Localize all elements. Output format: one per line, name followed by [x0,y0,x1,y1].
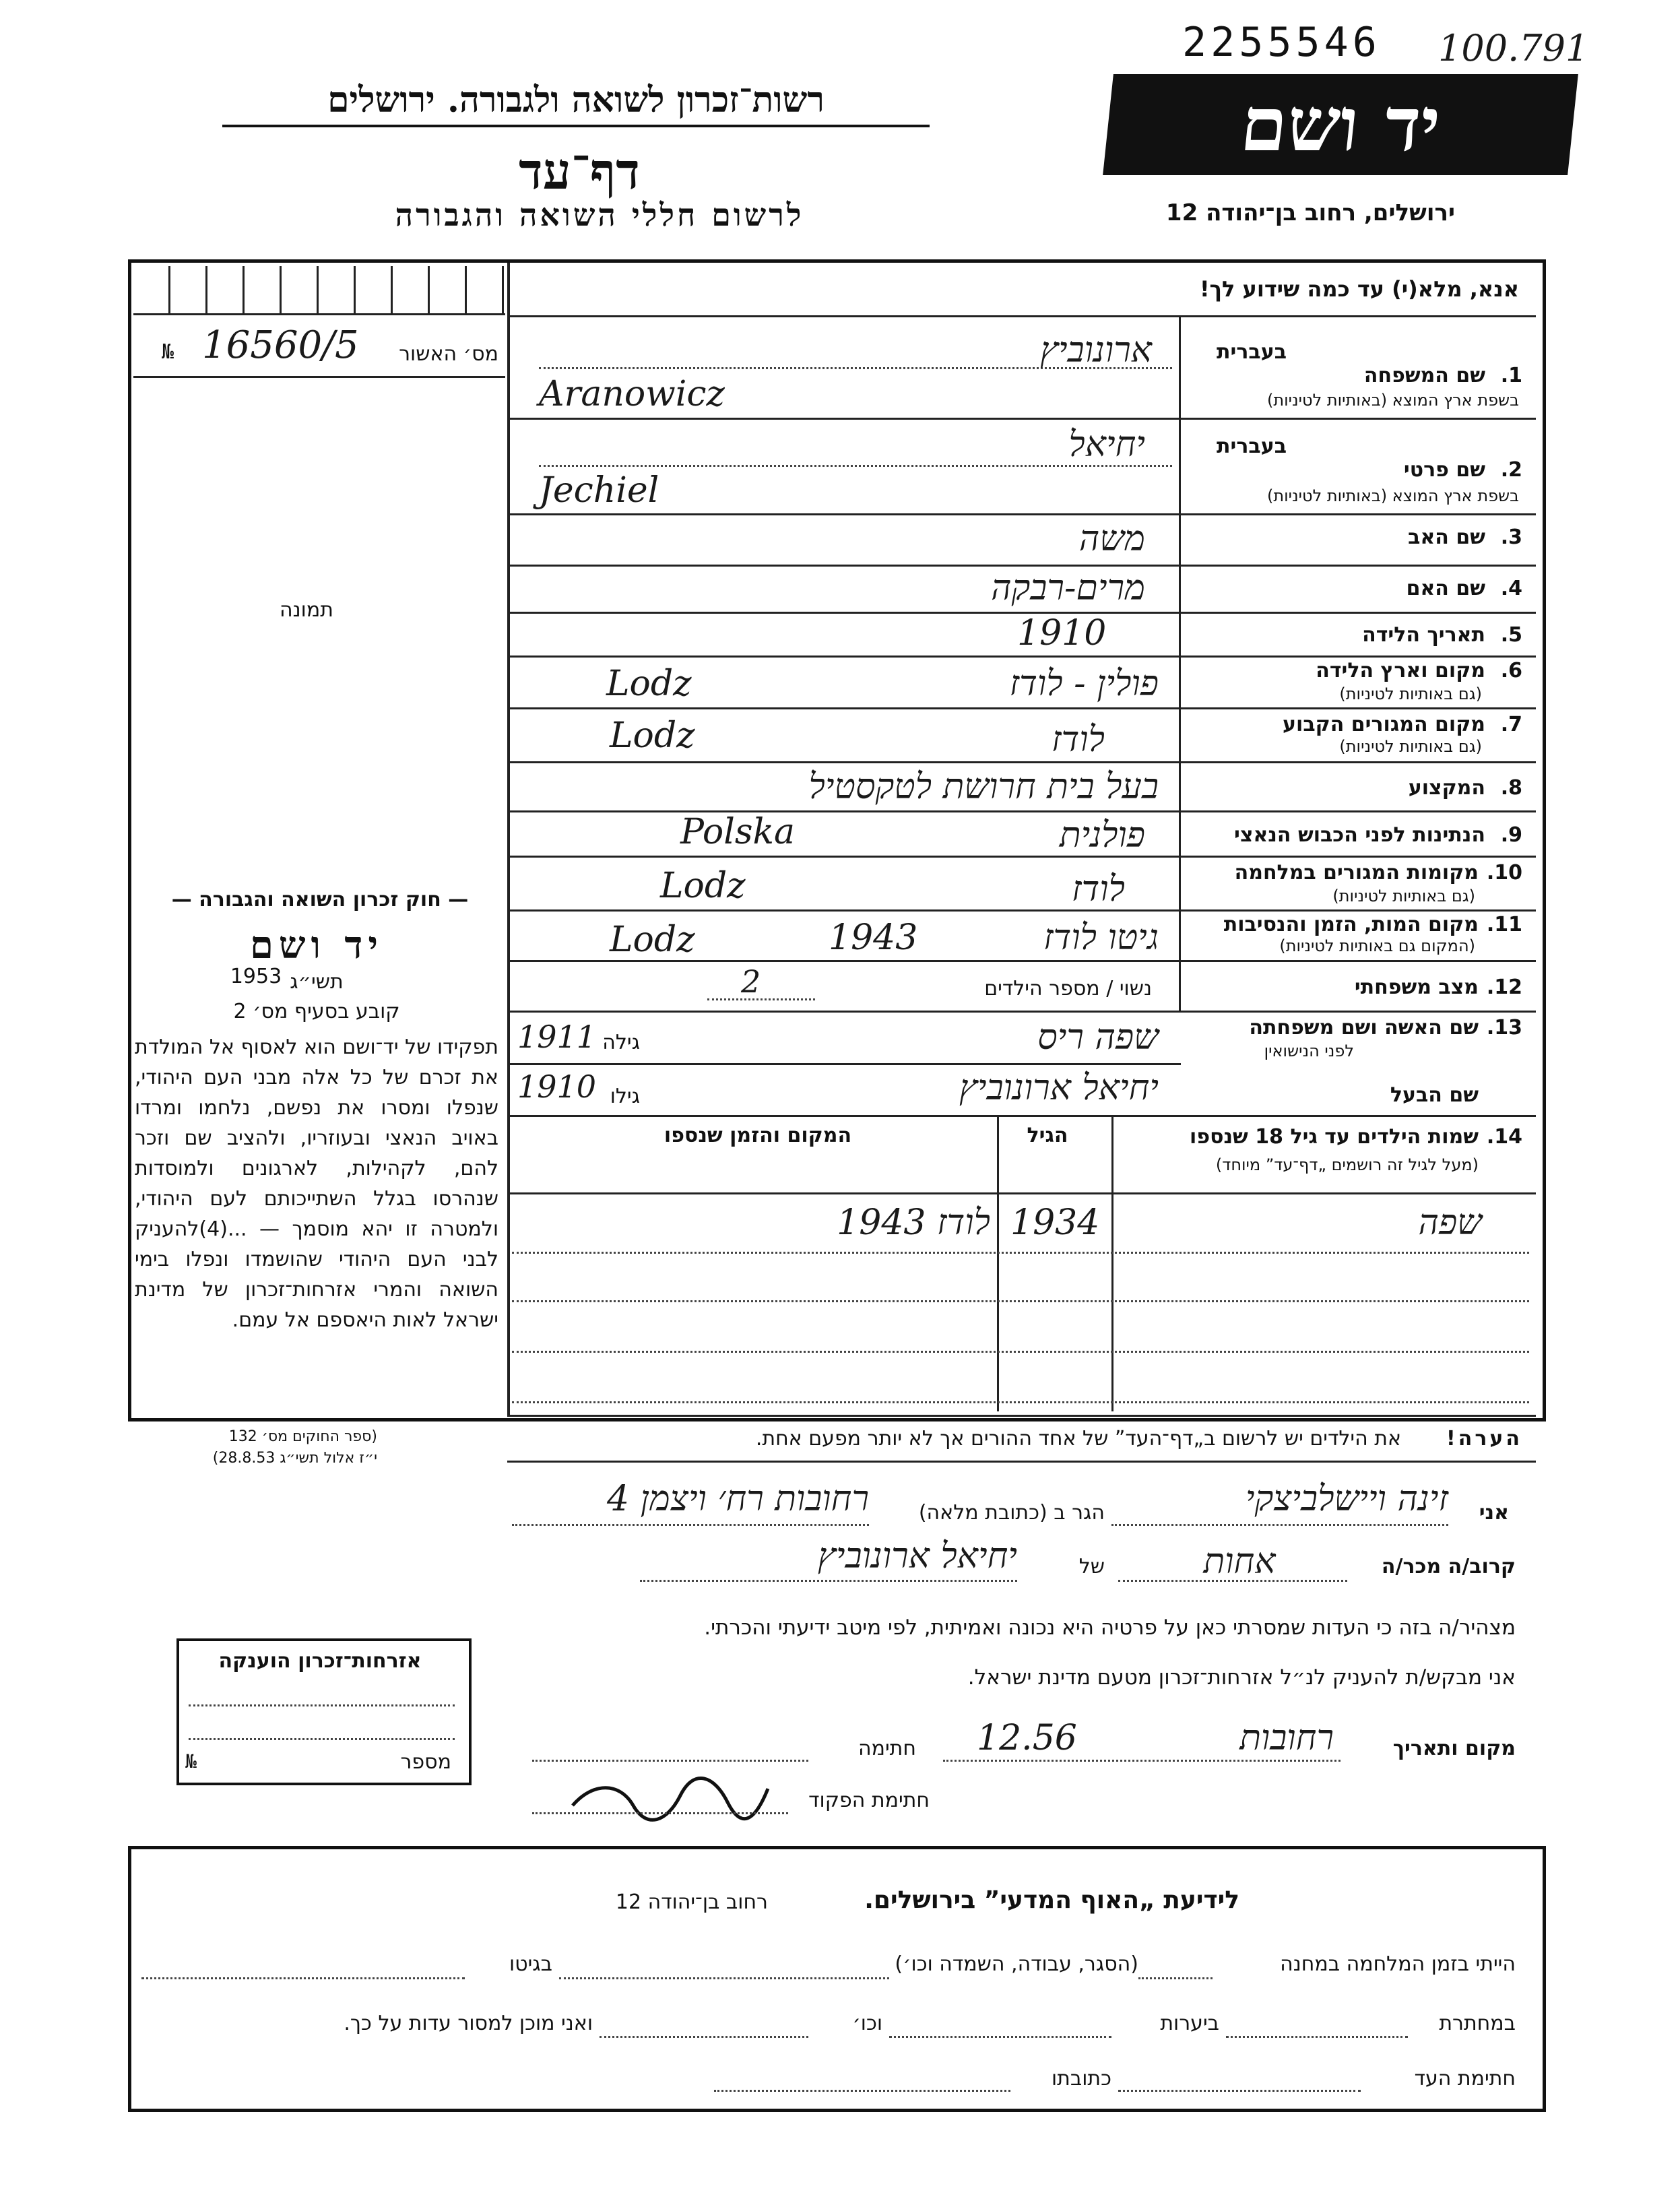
handwritten-reference: 100.791 [1438,27,1589,69]
note-label: הערה! [1446,1427,1522,1450]
field-1-number: 1. [1500,364,1522,387]
child-age: 1934 [1010,1203,1100,1243]
field-12-children-value: 2 [741,963,761,1000]
law-title: — חוק זכרון השואה והגבורה — [171,888,469,912]
husband-birth-year: 1910 [517,1068,597,1105]
law-clause: קובע בסעיף מס׳ 2 [233,1000,400,1023]
citizenship-dotted-2 [189,1738,455,1740]
footer-ready-text: ואני מוכן למסור עדות על כך. [344,2012,593,2035]
footer-address-dotted [714,2090,1010,2092]
field-12-married-label: נשוי / מספר הילדים [984,977,1152,1000]
place-date-dotted [943,1760,1340,1762]
citizenship-number-label: מספר [400,1750,451,1774]
husband-name: יחיאל ארונוביץ [959,1068,1159,1108]
table-row-rule [512,1401,1529,1403]
field-11-value-year: 1943 [829,918,918,958]
declaration-statement: מצהיר/ה בזה כי העדות שמסרתי כאן על פרטיה היא נכונה ואמיתית, לפי מיטב ידיעתי והכרתי. [704,1616,1516,1640]
field-6-value-hebrew: פולין - לודז [1009,664,1159,704]
signature-label: חתימה [858,1737,916,1760]
field-2-sub: בשפת ארץ המוצא (באותיות לטיניות) [1267,486,1519,505]
field-1-sub: בשפת ארץ המוצא (באותיות לטיניות) [1267,391,1519,410]
field-4-label: שם האם [1406,577,1485,600]
citizenship-title: אזרחות־זכרון הוענקה [218,1649,422,1673]
law-logo: יד ושם [249,923,384,967]
officer-signature [566,1768,775,1829]
officer-dotted [532,1812,788,1814]
declarant-name: זינה ויישלביצקי [1245,1479,1448,1519]
field-11-sub: (המקום גם באותיות לטיניות) [1279,936,1475,955]
relative-value: אחות [1203,1541,1276,1582]
field-11-number: 11. [1486,913,1522,936]
wife-name: שפה ריס [1037,1017,1159,1058]
field-11-value-latin: Lodz [610,920,695,960]
field-4-number: 4. [1500,577,1522,600]
row-rule [507,656,1536,658]
footer-underground-label: במחתרת [1439,2012,1516,2035]
address-label: הגר ב (כתובת מלאה) [918,1501,1105,1525]
law-year-hebrew: תשי״ג [290,970,344,994]
place-date-label: מקום ותאריך [1392,1737,1516,1760]
field-6-label: מקום וארץ הלידה [1316,659,1485,682]
footer-etc-label: וכו׳ [852,2012,882,2035]
field-3-value: משה [1078,519,1145,559]
footer-camp-types: (הסגר, עבודה, השמדה וכו׳) [895,1952,1138,1976]
field-8-label: המקצוע [1408,776,1485,800]
field-10-number: 10. [1486,861,1522,885]
label-column-divider [1179,317,1181,1011]
footer-witness-signature-label: חתימת העד [1414,2067,1516,2090]
field-11-value-hebrew: גיטו לודז [1043,918,1159,958]
row-rule [507,909,1536,912]
field-7-sub: (גם באותיות לטיניות) [1339,737,1482,756]
field-8-number: 8. [1500,776,1522,800]
footer-witness-dotted [1118,2090,1361,2092]
child-name: שפה [1418,1203,1482,1243]
wife-birth-year: 1911 [517,1019,597,1055]
field-8-value: בעל בית חרושת לטקסטיל [808,767,1159,807]
citizenship-dotted-1 [189,1704,455,1706]
row-rule [507,810,1536,812]
table-col-divider [1111,1115,1113,1411]
footer-forests-label: ביערות [1160,2012,1219,2035]
address-dotted [512,1524,869,1526]
row-rule [507,418,1536,420]
field-5-label: תאריך הלידה [1362,623,1485,647]
hebrew-label-1: בעברית [1217,340,1287,364]
field-9-value-latin: Polska [680,812,796,852]
law-year: 1953 [230,965,282,988]
row-rule [507,856,1536,858]
declaration-request: אני מבקש/ת להעניק לנ״ל אזרחות־זכרון מטעם מדינת ישראל. [967,1665,1516,1690]
table-col-divider [997,1115,999,1411]
field-13-sub: לפני הנישואין [1264,1042,1354,1060]
footer-etc-dotted [600,2036,808,2038]
field-12-number: 12. [1486,976,1522,999]
law-source-1: (ספר החוקים מס׳ 132 [228,1428,377,1445]
declarant-label: אני [1479,1501,1509,1525]
field-5-value: 1910 [1017,613,1107,653]
field-10-value-latin: Lodz [660,866,746,906]
table-row-rule [512,1351,1529,1353]
field-12-label: מצב משפחתי [1354,976,1479,999]
of-dotted [640,1580,1017,1582]
field-13-label: שם האשה ושם משפחתה [1249,1016,1479,1040]
signature-dotted [532,1760,808,1762]
field-7-number: 7. [1500,713,1522,736]
field-6-sub: (גם באותיות לטיניות) [1339,684,1482,703]
footer-ghetto-dotted [141,1977,465,1979]
field-14-label: שמות הילדים עד גיל 18 שנספו [1190,1125,1479,1149]
row-rule [507,513,1536,515]
row-rule [507,707,1536,709]
document-number: 2255546 [1182,19,1381,66]
field-2-value-hebrew: יחיאל [1068,424,1145,465]
authority-name: רשות־זכרון לשואה ולגבורה. ירושלים [222,79,930,127]
footer-address: רחוב בן־יהודה 12 [615,1890,768,1914]
field-10-value-hebrew: לודז [1072,869,1125,909]
field-11-label: מקום המות, הזמן והנסיבות [1223,913,1479,936]
registration-number: 16560/5 [202,323,359,367]
field-6-value-latin: Lodz [606,664,692,704]
registration-label: מס׳ האשור [399,342,498,366]
form-title: דף־עד [519,143,640,201]
field-7-value-hebrew: לודז [1052,720,1105,760]
field-14-number: 14. [1486,1125,1522,1149]
row-rule [507,761,1536,763]
registration-rule [133,376,505,378]
relative-dotted [1118,1580,1347,1582]
form-subtitle: לרשום חללי השואה והגבורה [395,197,804,233]
field-9-value-hebrew: פולנית [1059,815,1145,856]
field-12-dotted [707,998,815,1000]
of-value: יחיאל ארונוביץ [817,1536,1017,1576]
instruction-underline [507,315,1536,317]
relative-label: קרוב/ה מכר/ה [1381,1555,1516,1578]
footer-underground-dotted [1226,2036,1408,2038]
footer-camp-label: הייתי בזמן המלחמה במחנה [1280,1952,1516,1976]
field-2-number: 2. [1500,458,1522,482]
field-9-label: הנתינות לפני הכבוש הנאצי [1234,823,1485,847]
field-4-value: מרים-רבקה [991,568,1145,608]
husband-age-label: גילו [610,1085,640,1108]
footer-address-label: כתובתו [1052,2067,1111,2090]
row-rule [507,1011,1536,1013]
child-place-time: לודז 1943 [837,1203,990,1243]
table-row-rule [512,1252,1529,1254]
field-7-value-latin: Lodz [610,715,695,756]
citizenship-no-mark: № [185,1750,197,1772]
note-bottom-rule [507,1461,1536,1463]
field-6-number: 6. [1500,659,1522,682]
row-dotted-rule [539,465,1172,467]
field-9-number: 9. [1500,823,1522,847]
field-7-label: מקום המגורים הקבוע [1283,713,1485,736]
left-column-divider [507,263,510,1415]
field-13-number: 13. [1486,1016,1522,1040]
husband-label: שם הבעל [1390,1083,1479,1107]
footer-ghetto-label: בגיטו [509,1952,552,1976]
law-source-2: י״ז אלול תשי״ג 28.8.53) [212,1450,377,1467]
row-rule [507,1115,1536,1117]
place-value: רחובות [1239,1718,1334,1758]
office-use-boxes [133,266,505,315]
note-top-rule [507,1415,1536,1417]
field-1-value-latin: Aranowicz [539,374,725,414]
field-13-inner-rule [507,1063,1181,1065]
field-10-sub: (גם באותיות לטיניות) [1332,887,1475,905]
address-value: רחובות רח׳ ויצמן 4 [607,1479,869,1519]
field-3-label: שם האב [1408,525,1485,549]
row-rule [507,960,1536,962]
footer-camp-type-dotted [559,1977,889,1979]
footer-title: לידיעת „האוף המדעי” בירושלים. [864,1886,1239,1914]
header-address: ירושלים, רחוב בן־יהודה 12 [1165,199,1455,226]
footer-forests-dotted [889,2036,1111,2038]
yad-vashem-logo: יד ושם [1103,74,1578,175]
field-1-label: שם המשפחה [1363,364,1485,387]
field-1-value-hebrew: ארונוביץ [1039,330,1152,371]
declarant-name-dotted [1111,1524,1448,1526]
field-5-number: 5. [1500,623,1522,647]
field-2-label: שם פרטי [1403,458,1485,482]
instruction-text: אנא, מלא(י) עד כמה שידוע לך! [1199,276,1519,302]
table-header-rule [507,1192,1536,1194]
row-rule [507,565,1536,567]
hebrew-label-2: בעברית [1217,435,1287,458]
field-3-number: 3. [1500,525,1522,549]
date-value: 12.56 [977,1718,1077,1758]
col-place-header: המקום והזמן שנספו [664,1124,852,1147]
table-row-rule [512,1300,1529,1302]
field-10-label: מקומות המגורים במלחמה [1234,861,1479,885]
col-age-header: הגיל [1027,1124,1068,1147]
officer-signature-label: חתימת הפקוד [808,1789,930,1812]
field-14-sub: (מעל לגיל זה רושמים „דף־עד” מיוחד) [1215,1155,1479,1174]
law-text: תפקידו של יד־ושם הוא לאסוף אל המולדת את זכרם של כל אלה מבני העם היהודי, שנפלו ומסרו את נפשם, נלחמו ומרדו באויב הנאצי ובעוזריו, ולהציב שם וזכר להם, לקהילות, לארגונים ולמוסדות שנהרסו בגלל השתייכותם לעם היהודי, ולמטרה זו יהא מוסמך — ...(4)להעניק לבני העם היהודי שהושמדו ונפלו בימי השואה והמרי אזרחות־זכרון של מדינת ישראל לאות היאספם אל עמם. [135,1035,498,1332]
photo-label: תמונה [280,598,333,622]
field-2-value-latin: Jechiel [539,470,659,511]
wife-age-label: גילה [602,1031,640,1054]
of-label: של [1078,1555,1105,1578]
note-text: את הילדים יש לרשום ב„דף־העד” של אחד ההורים אך לא יותר מפעם אחת. [755,1427,1401,1450]
footer-camp-dotted [1138,1977,1213,1979]
registration-no-mark: № [162,340,174,364]
